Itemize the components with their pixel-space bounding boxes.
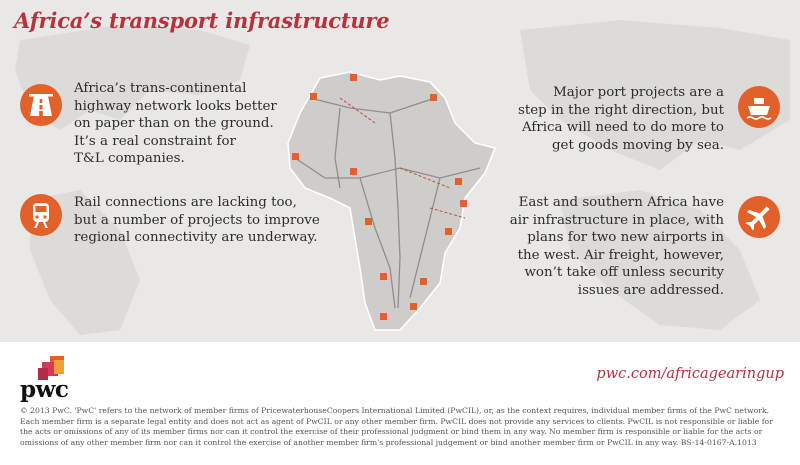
text-line: regional connectivity are underway. <box>74 230 318 245</box>
highway-road-icon <box>20 84 62 126</box>
text-line: get goods moving by sea. <box>551 137 724 153</box>
copyright-notice: © 2013 PwC. 'PwC' refers to the network of member firms of PricewaterhouseCoopers International Limited (PwCIL), or, as the context requires, individual member firms of the PwC network. Each member firm is a separate legal entity and does not act as agent of PwCIL or any other member firm. PwCIL does not provide any services to clients. PwCIL is not responsible or liable for the acts or omissions of any of its member firms nor can it control the exercise of their professional judgment or bind them in any way. No member firm is responsible or liable for the acts or omissions of any other member firm nor can it control the exercise of another member firm's professional judgement or bind another member firm or PwCIL in any way. BS-14-0167-A.1013 <box>20 406 773 447</box>
text-line: but a number of projects to improve <box>74 212 320 228</box>
text-line: Africa’s trans-continental <box>74 81 247 96</box>
text-line: It’s a real constraint for <box>74 133 236 149</box>
text-line: air infrastructure in place, with <box>509 212 724 228</box>
text-line: issues are addressed. <box>577 282 724 298</box>
air-description <box>500 194 724 299</box>
text-line: the west. Air freight, however, <box>517 247 724 263</box>
text-line: Rail connections are lacking too, <box>74 195 297 210</box>
pwc-wordmark: pwc <box>20 376 69 403</box>
page-title: Africa’s transport infrastructure <box>14 8 390 33</box>
train-icon <box>20 194 62 236</box>
airplane-icon <box>738 196 780 238</box>
website-link[interactable]: pwc.com/africagearingup <box>596 366 784 382</box>
port-description <box>500 84 724 154</box>
highway-description <box>74 80 289 168</box>
text-line: on paper than on the ground. <box>74 116 274 131</box>
text-line: plans for two new airports in <box>527 230 724 245</box>
text-line: T&L companies. <box>74 151 185 166</box>
africa-transport-map <box>280 68 510 336</box>
footer <box>0 342 800 465</box>
text-line: won’t take off unless security <box>524 265 724 280</box>
cargo-ship-icon <box>738 86 780 128</box>
text-line: highway network looks better <box>74 98 277 114</box>
text-line: Major port projects are a <box>553 85 724 100</box>
text-line: East and southern Africa have <box>518 195 724 210</box>
text-line: Africa will need to do more to <box>521 120 724 135</box>
text-line: step in the right direction, but <box>518 102 724 118</box>
